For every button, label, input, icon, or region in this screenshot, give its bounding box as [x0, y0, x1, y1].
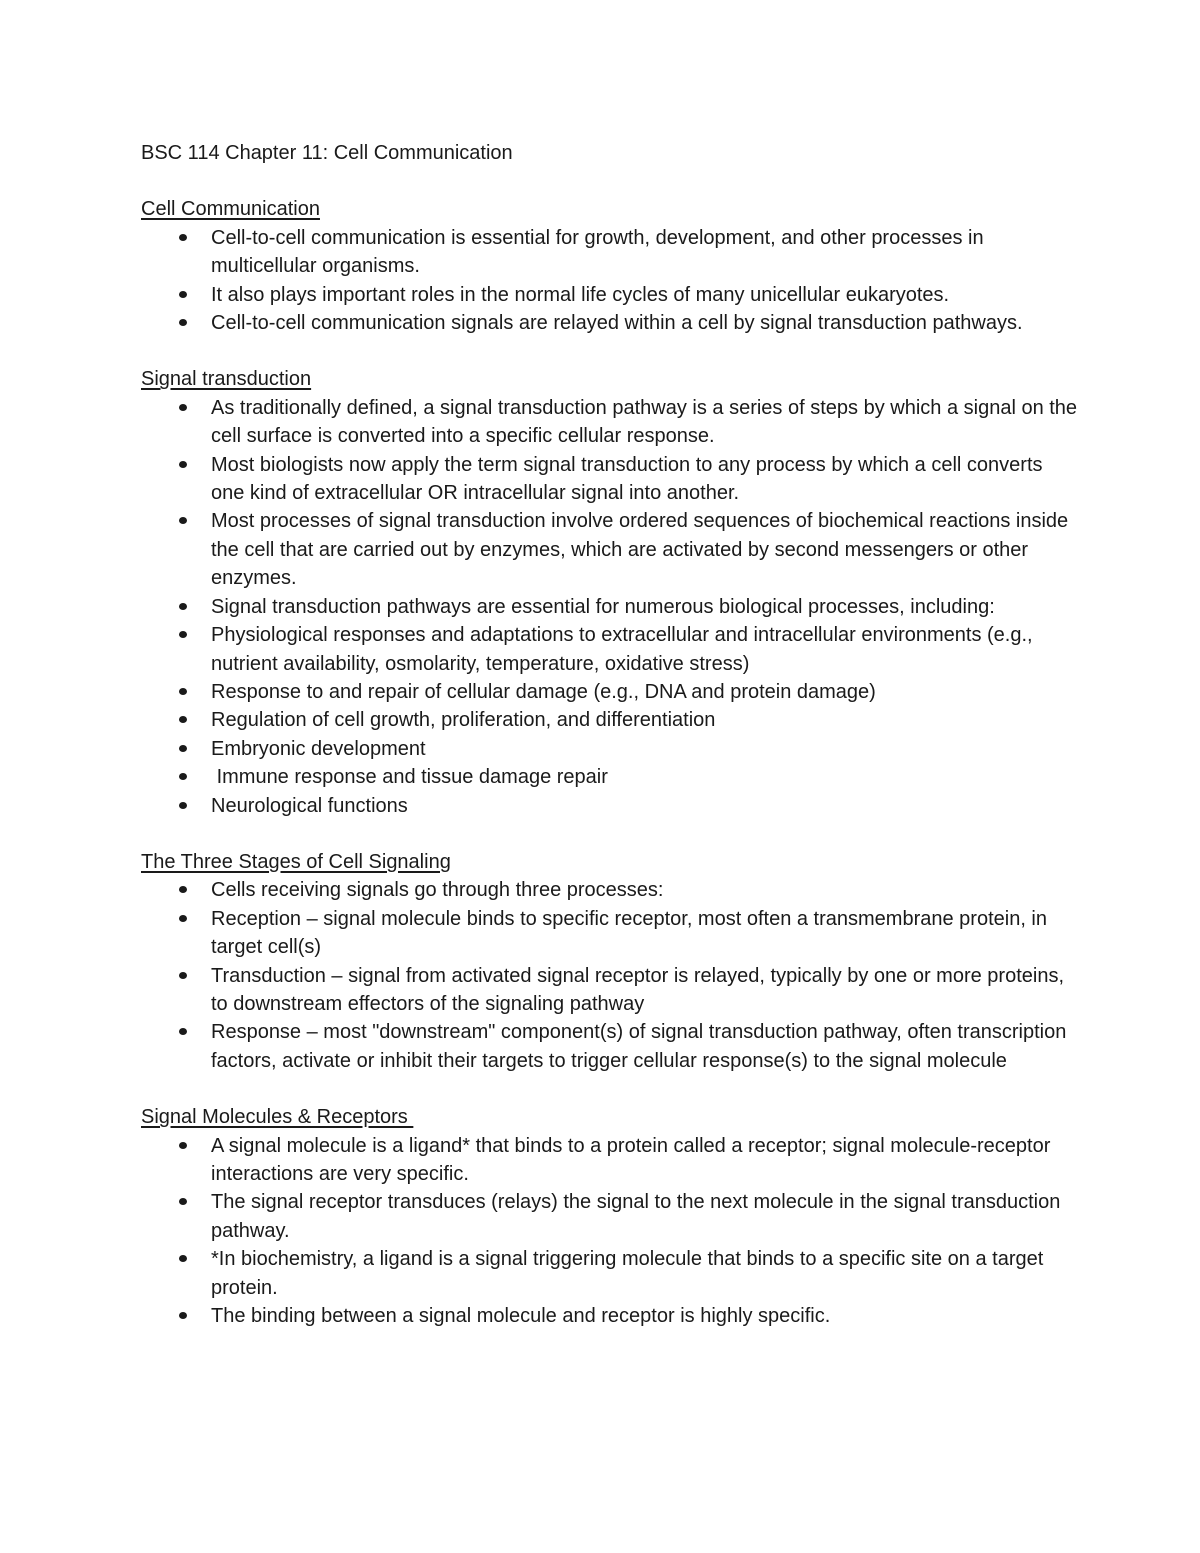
bullet-dot-icon	[179, 1198, 187, 1205]
document-title: BSC 114 Chapter 11: Cell Communication	[141, 142, 513, 164]
list-item: As traditionally defined, a signal transduction pathway is a series of steps by which a signal on the cell surface is converted into a specific cellular response.	[141, 394, 1081, 451]
list-item: Immune response and tissue damage repair	[141, 763, 1081, 791]
bullet-dot-icon	[179, 603, 187, 610]
list-item: Neurological functions	[141, 792, 1081, 820]
section-heading: The Three Stages of Cell Signaling	[141, 850, 451, 873]
bullet-dot-icon	[179, 1028, 187, 1035]
section-signal-molecules	[141, 1103, 1081, 1330]
list-item: It also plays important roles in the normal life cycles of many unicellular eukaryotes.	[141, 281, 1081, 309]
section-heading: Cell Communication	[141, 198, 320, 221]
section-signal-transduction	[141, 365, 1081, 820]
bullet-dot-icon	[179, 915, 187, 922]
bullet-list	[141, 394, 1081, 820]
bullet-dot-icon	[179, 461, 187, 468]
document-page	[141, 139, 1081, 1358]
list-item: The binding between a signal molecule and receptor is highly specific.	[141, 1302, 1081, 1330]
bullet-dot-icon	[179, 1255, 187, 1262]
bullet-dot-icon	[179, 517, 187, 524]
bullet-dot-icon	[179, 234, 187, 241]
bullet-dot-icon	[179, 773, 187, 780]
list-item: A signal molecule is a ligand* that binds to a protein called a receptor; signal molecule-receptor interactions are very specific.	[141, 1132, 1081, 1189]
bullet-dot-icon	[179, 1312, 187, 1319]
list-item: *In biochemistry, a ligand is a signal triggering molecule that binds to a specific site on a target protein.	[141, 1245, 1081, 1302]
bullet-dot-icon	[179, 404, 187, 411]
list-item: Cell-to-cell communication signals are relayed within a cell by signal transduction pathways.	[141, 309, 1081, 337]
list-item: Cells receiving signals go through three processes:	[141, 876, 1081, 904]
list-item: Response – most "downstream" component(s) of signal transduction pathway, often transcription factors, activate or inhibit their targets to trigger cellular response(s) to the signal molecule	[141, 1018, 1081, 1075]
bullet-dot-icon	[179, 319, 187, 326]
bullet-dot-icon	[179, 631, 187, 638]
list-item: Most biologists now apply the term signal transduction to any process by which a cell converts one kind of extracellular OR intracellular signal into another.	[141, 451, 1081, 508]
section-heading: Signal transduction	[141, 368, 312, 391]
bullet-dot-icon	[179, 291, 187, 298]
section-cell-communication	[141, 195, 1081, 337]
list-item: Regulation of cell growth, proliferation, and differentiation	[141, 706, 1081, 734]
bullet-dot-icon	[179, 1142, 187, 1149]
section-three-stages	[141, 848, 1081, 1075]
bullet-list	[141, 876, 1081, 1075]
bullet-dot-icon	[179, 802, 187, 809]
list-item: Cell-to-cell communication is essential for growth, development, and other processes in multicellular organisms.	[141, 224, 1081, 281]
list-item: Signal transduction pathways are essential for numerous biological processes, including:	[141, 593, 1081, 621]
bullet-list	[141, 224, 1081, 338]
bullet-dot-icon	[179, 745, 187, 752]
list-item: Most processes of signal transduction involve ordered sequences of biochemical reactions inside the cell that are carried out by enzymes, which are activated by second messengers or other enzymes.	[141, 507, 1081, 592]
list-item: Embryonic development	[141, 735, 1081, 763]
list-item: Physiological responses and adaptations to extracellular and intracellular environments (e.g., nutrient availability, osmolarity, temperature, oxidative stress)	[141, 621, 1081, 678]
section-heading: Signal Molecules & Receptors	[141, 1106, 414, 1129]
bullet-dot-icon	[179, 886, 187, 893]
bullet-dot-icon	[179, 972, 187, 979]
bullet-list	[141, 1132, 1081, 1331]
list-item: Transduction – signal from activated signal receptor is relayed, typically by one or more proteins, to downstream effectors of the signaling pathway	[141, 962, 1081, 1019]
bullet-dot-icon	[179, 688, 187, 695]
list-item: Reception – signal molecule binds to specific receptor, most often a transmembrane protein, in target cell(s)	[141, 905, 1081, 962]
list-item: Response to and repair of cellular damage (e.g., DNA and protein damage)	[141, 678, 1081, 706]
bullet-dot-icon	[179, 716, 187, 723]
list-item: The signal receptor transduces (relays) the signal to the next molecule in the signal transduction pathway.	[141, 1188, 1081, 1245]
